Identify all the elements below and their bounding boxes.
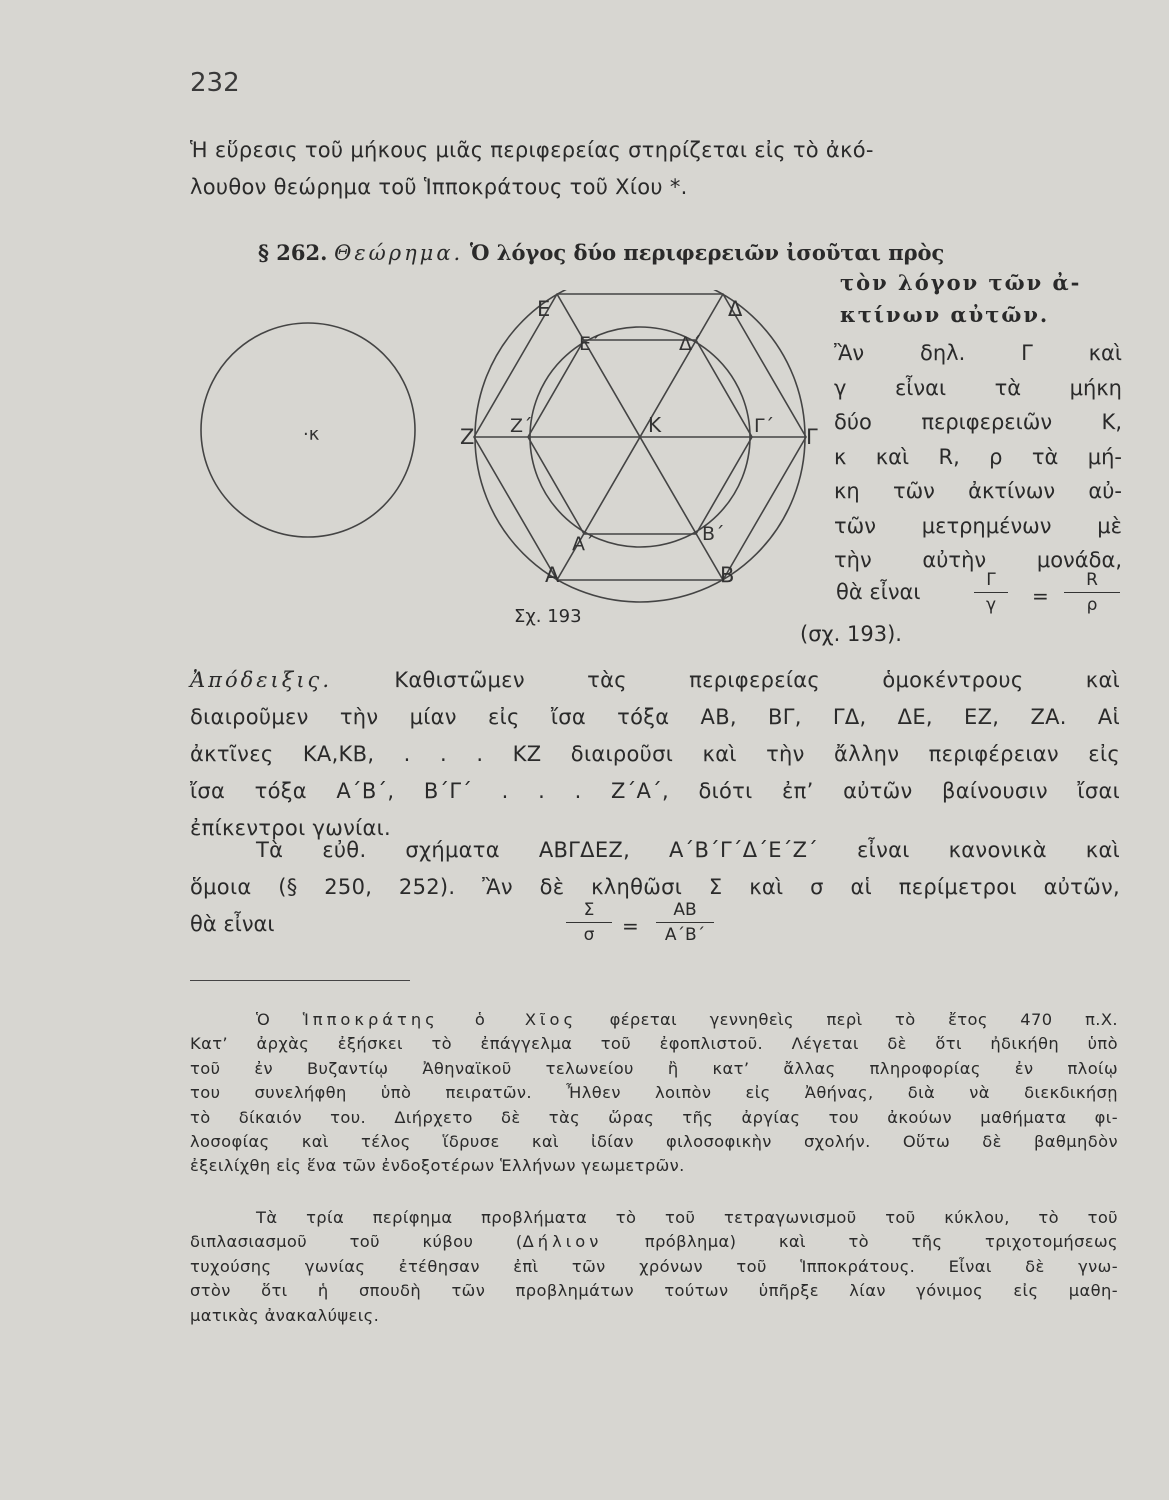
fn2-line-2-b: Δήλιον	[522, 1232, 603, 1252]
outer-circle	[475, 290, 805, 602]
fn2-line-1: Τὰ τρία περίφημα προβλήματα τὸ τοῦ τετραγωνισμοῦ τοῦ κύκλου, τὸ τοῦ	[256, 1208, 1118, 1227]
frac-num-AB: ΑΒ	[673, 900, 697, 920]
footnote-rule	[190, 980, 410, 981]
fn2-line-2-c: πρόβλημα) καὶ τὸ τῆς τριχοτομήσεως	[602, 1232, 1118, 1252]
fraction-perimeters	[566, 900, 612, 945]
center-label: Κ	[648, 413, 662, 437]
side-line-7: τὴν αὐτὴν μονάδα,	[834, 548, 1122, 572]
proof-line-1	[190, 662, 1120, 699]
label-E-prime: Ε΄	[579, 333, 601, 355]
label-B: Β	[720, 563, 735, 587]
equals-sign-1: =	[1032, 584, 1049, 608]
proof-line-4: ἴσα τόξα Α΄Β΄, Β΄Γ΄ . . . Ζ΄Α΄, διότι ἐπ’ αὐτῶν βαίνουσιν ἴσαι	[190, 779, 1120, 803]
fn1-name: Ἱπποκράτης ὁ Χῖος	[302, 1010, 578, 1029]
side-line-4: κ καὶ R, ρ τὰ μή-	[834, 444, 1122, 469]
fn1-line-3: τοῦ ἐν Βυζαντίῳ Ἀθηναϊκοῦ τελωνείου ἢ κατ’ ἄλλας πληροφορίας ἐν πλοίῳ	[190, 1058, 1118, 1078]
label-G-prime: Γ΄	[754, 415, 775, 437]
fn2-line-2	[190, 1230, 1118, 1254]
similarity-paragraph	[190, 832, 1120, 906]
theorem-label: Θεώρημα.	[334, 241, 464, 265]
fn2-line-2-a: διπλασιασμοῦ τοῦ κύβου (	[190, 1232, 523, 1252]
page-number: 232	[190, 68, 240, 98]
label-A-prime: Α΄	[572, 533, 595, 555]
theorem-heading	[258, 240, 944, 265]
fn1-line-2: Κατ’ ἀρχὰς ἐξήσκει τὸ ἐπάγγελμα τοῦ ἐφοπλιστοῦ. Λέγεται δὲ ὅτι ἠδικήθη ὑπὸ	[190, 1034, 1118, 1054]
fn1-line-1-rest: φέρεται γεννηθεὶς περὶ τὸ ἔτος 470 π.Χ.	[577, 1010, 1118, 1029]
footnote-2	[190, 1206, 1118, 1328]
fn1-line-4: του συνελήφθη ὑπὸ πειρατῶν. Ἦλθεν λοιπὸν εἰς Ἀθήνας, διὰ νὰ διεκδικήσῃ	[190, 1083, 1118, 1103]
figure-reference: (σχ. 193).	[800, 622, 902, 646]
proof-paragraph	[190, 662, 1120, 847]
frac-den-sigma: σ	[583, 925, 595, 945]
fraction-circumferences	[974, 570, 1008, 615]
theorem-statement-line-1: Ὁ λόγος δύο περιφερειῶν ἰσοῦται πρὸς	[469, 240, 945, 265]
equals-sign-2: =	[622, 914, 639, 938]
fn1-line-1	[190, 1008, 1118, 1032]
para2-line-2: ὅμοια (§ 250, 252). Ἂν δὲ κληθῶσι Σ καὶ σ αἱ περίμετροι αὐτῶν,	[190, 875, 1120, 899]
frac-den-g: γ	[985, 595, 997, 615]
fraction-radii	[1064, 570, 1120, 615]
fn1-start: Ὁ	[256, 1010, 303, 1029]
fn2-line-3: τυχούσης γωνίας ἐτέθησαν ἐπὶ τῶν χρόνων τοῦ Ἱπποκράτους. Εἶναι δὲ γνω-	[190, 1256, 1118, 1276]
side-line-2: γ εἶναι τὰ μήκη	[834, 375, 1122, 400]
label-Z: Ζ	[460, 425, 475, 449]
label-G: Γ	[806, 425, 818, 449]
label-E: Ε	[537, 297, 551, 321]
theorem-statement-line-2: τὸν λόγον τῶν ἀ-	[840, 270, 1082, 295]
proof-line-1-text: Καθιστῶμεν τὰς περιφερείας ὁμοκέντρους καὶ	[394, 668, 1120, 692]
frac-den-AB-prime: Α΄Β΄	[664, 925, 706, 945]
side-line-6: τῶν μετρημένων μὲ	[834, 513, 1122, 538]
figure-caption: Σχ. 193	[514, 606, 582, 627]
label-A: Α	[545, 563, 560, 587]
fn1-line-6: λοσοφίας καὶ τέλος ἵδρυσε καὶ ἰδίαν φιλοσοφικὴν σχολήν. Οὕτω δὲ βαθμηδὸν	[190, 1132, 1118, 1152]
fn1-line-7: ἐξειλίχθη εἰς ἕνα τῶν ἐνδοξοτέρων Ἑλλήνων γεωμετρῶν.	[190, 1156, 685, 1176]
then-label: θὰ εἶναι	[836, 580, 921, 604]
proof-line-3: ἀκτῖνες ΚΑ,ΚΒ, . . . ΚΖ διαιροῦσι καὶ τὴν ἄλλην περιφέρειαν εἰς	[190, 742, 1120, 766]
side-line-5: κη τῶν ἀκτίνων αὐ-	[834, 479, 1122, 503]
theorem-number: § 262.	[258, 240, 328, 265]
label-D-prime: Δ΄	[679, 333, 702, 355]
fn1-line-5: τὸ δίκαιόν του. Διήρχετο δὲ τὰς ὥρας τῆς ἀργίας του ἀκούων μαθήματα φι-	[190, 1107, 1118, 1127]
label-Z-prime: Ζ΄	[510, 415, 533, 437]
fraction-sides	[656, 900, 714, 945]
frac-num-G: Γ	[986, 570, 996, 590]
proof-line-5: ἐπίκεντροι γωνίαι.	[190, 816, 392, 840]
frac-den-r: ρ	[1086, 595, 1098, 615]
small-center-label: ·κ	[303, 424, 320, 445]
para2-line-3: θὰ εἶναι	[190, 912, 275, 936]
intro-line-1: Ἡ εὕρεσις τοῦ μήκους μιᾶς περιφερείας στηρίζεται εἰς τὸ ἀκό-	[190, 138, 874, 162]
label-D: Δ	[728, 297, 743, 321]
label-B-prime: Β΄	[702, 523, 725, 545]
side-line-1: Ἂν δηλ. Γ καὶ	[834, 341, 1122, 365]
proof-line-2: διαιροῦμεν τὴν μίαν εἰς ἴσα τόξα ΑΒ, ΒΓ, ΓΔ, ΔΕ, ΕΖ, ΖΑ. Αἱ	[190, 705, 1120, 729]
proof-label: Ἀπόδειξις.	[190, 668, 332, 692]
side-line-3: δύο περιφερειῶν Κ,	[834, 410, 1122, 434]
fn2-line-5: ματικὰς ἀνακαλύψεις.	[190, 1305, 380, 1325]
intro-line-2: λουθον θεώρημα τοῦ Ἱπποκράτους τοῦ Χίου *.	[190, 175, 688, 199]
frac-num-R: R	[1086, 570, 1098, 590]
para2-line-1: Τὰ εὐθ. σχήματα ΑΒΓΔΕΖ, Α΄Β΄Γ΄Δ΄Ε΄Ζ΄ εἶναι κανονικὰ καὶ	[256, 838, 1120, 862]
fn2-line-4: στὸν ὅτι ἡ σπουδὴ τῶν προβλημάτων τούτων ὑπῆρξε λίαν γόνιμος εἰς μαθη-	[190, 1281, 1118, 1301]
figure-193	[190, 290, 830, 610]
intro-paragraph	[190, 132, 1120, 206]
theorem-statement-line-3: κτίνων αὐτῶν.	[840, 302, 1050, 327]
theorem-side-text	[834, 336, 1122, 578]
footnote-1	[190, 1008, 1118, 1179]
frac-num-Sigma: Σ	[583, 900, 595, 920]
